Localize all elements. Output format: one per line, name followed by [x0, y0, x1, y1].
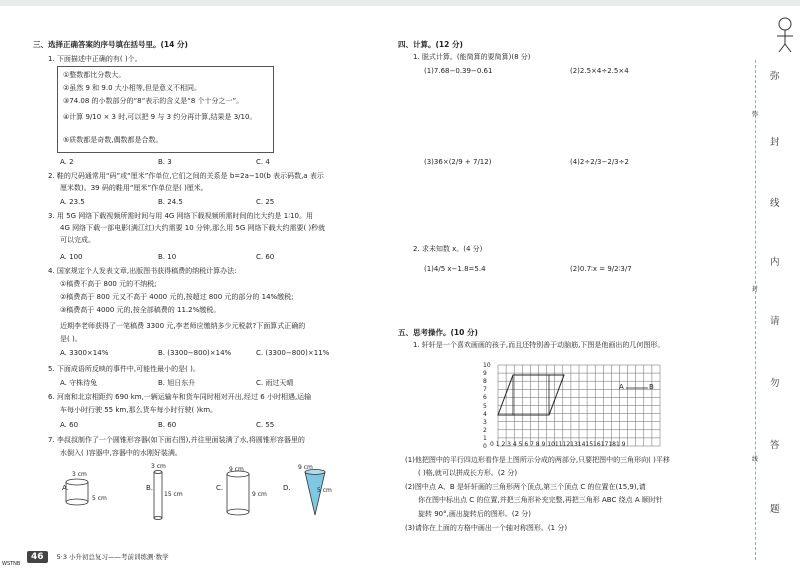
q7-line: 7. 李叔叔制作了一个圆锥形容器(如下面右图),并往里面装满了水,将圆锥形容器里的: [48, 436, 305, 444]
grid-y-label: 4: [483, 410, 487, 418]
sub-question: 你在图中标出点 C 的位置,并把三角形补充完整,再把三角形 ABC 绕点 A 顺时针: [418, 496, 663, 504]
section3-title: 三、选择正确答案的序号填在括号里。(14 分): [33, 40, 188, 49]
section5-title: 五、思考操作。(10 分): [398, 328, 478, 337]
coordinate-grid: [493, 363, 663, 452]
q7-fig-label: C.: [216, 484, 224, 492]
grid-y-label: 8: [483, 378, 487, 386]
sub-question: (2)图中点 A、B 是轩轩画的三角形两个顶点,第三个顶点 C 的位置在(15,9),请: [405, 483, 646, 491]
spine-char: 弥: [770, 71, 780, 82]
q3-line: 3. 用 5G 网络下载视频所需时间与用 4G 网络下载视频所需时间的比大约是 1∶10。用: [48, 212, 313, 220]
q1-stem: 1. 下面描述中正确的有( )个。: [48, 55, 142, 63]
q6-line: 车每小时行驶 55 km,那么货车每小时行驶( )km。: [60, 406, 218, 414]
grid-y-label: 5: [483, 402, 487, 410]
footer: [27, 544, 169, 563]
q3-option: C. 60: [256, 253, 275, 261]
mascot-icon: [763, 14, 799, 54]
spine-small: 线: [752, 456, 759, 463]
dim-label: 5 cm: [317, 487, 332, 494]
calc-item: (2)2.5×4÷2.5×4: [570, 67, 629, 75]
dim-label: 9 cm: [298, 464, 313, 471]
q4-line: ③稿费高于 4000 元的,按全部稿费的 11.2%缴税。: [60, 306, 221, 314]
corner-code: WSTNB: [2, 561, 21, 567]
q1-item: ①整数都比分数大。: [63, 71, 126, 79]
point-b-label: B: [649, 383, 654, 391]
sub-question: 旋转 90°,画出旋转后的图形。(2 分): [418, 510, 531, 518]
calc-item: (3)36×(2/9 + 7/12): [424, 158, 492, 166]
q1-item: ③74.08 的小数部分的“8”表示的含义是“8 个十分之一”。: [63, 97, 244, 105]
equation-item: (1)4/5 x−1.8=5.4: [424, 265, 486, 273]
q3-option: A. 100: [60, 253, 83, 261]
q1-item: ②虽然 9 和 9.0 大小相等,但是意义不相同。: [63, 84, 201, 92]
q6-option: C. 55: [256, 421, 275, 429]
dim-label: 5 cm: [92, 495, 107, 502]
q2-option: A. 23.5: [60, 198, 85, 206]
cut-line: [755, 60, 756, 560]
dim-label: 9 cm: [229, 466, 244, 473]
grid-y-label: 6: [483, 394, 487, 402]
q1-item: ⑤质数都是奇数,偶数都是合数。: [63, 136, 163, 144]
grid-y-label: 0: [483, 443, 487, 450]
point-a-label: A: [619, 383, 624, 391]
q3-line: 4G 网络下载一部电影(满江红)大约需要 10 分钟,那么用 5G 网络下载大约需要( )秒就: [60, 224, 326, 232]
q3-option: B. 10: [158, 253, 177, 261]
grid-x-labels: 0 1 2 3 4 5 6 7 8 9 1011121314151617181 9: [490, 441, 626, 448]
equation-instruction: 2. 求未知数 x。(4 分): [413, 245, 483, 253]
dim-label: 3 cm: [72, 471, 87, 478]
q4-line: 是( )。: [60, 335, 82, 343]
q2-option: B. 24.5: [158, 198, 183, 206]
q5-option: C. 雨过天晴: [256, 379, 294, 387]
q6-option: B. 60: [158, 421, 177, 429]
sub-question: (1)他把图中的平行四边形看作是上图所示分成的两部分,只要把图中的三角形向( )平移: [405, 456, 670, 464]
equation-item: (2)0.7∶x = 9/2∶3/7: [570, 265, 632, 273]
q4-option: C. (3300−800)×11%: [256, 349, 330, 357]
q4-option: B. (3300−800)×14%: [158, 349, 232, 357]
q1-option: B. 3: [158, 158, 172, 166]
q2-line: 2. 鞋的尺码通常用“码”或“厘米”作单位,它们之间的关系是 b=2a−10(b 表示码数,a 表示: [48, 172, 324, 180]
grid-y-label: 9: [483, 370, 487, 378]
calc-item: (1)7.68−0.39−0.61: [424, 67, 493, 75]
spine-char: 内: [770, 257, 780, 268]
q2-option: C. 25: [256, 198, 275, 206]
spine-small: 封: [752, 286, 759, 293]
q4-option: A. 3300×14%: [60, 349, 109, 357]
footer-label: 5·3 小升初总复习——考前训练测·数学: [56, 553, 169, 561]
dim-label: 15 cm: [164, 491, 183, 498]
q4-line: 4. 国家规定个人发表文章,出版图书获得稿费的纳税计算办法:: [48, 267, 237, 275]
spine-char: 线: [770, 198, 780, 209]
grid-y-label: 3: [483, 418, 487, 426]
q2-line: 厘米数)。39 码的鞋用“厘米”作单位是( )厘米。: [60, 184, 208, 192]
q4-line: 近期李老师获得了一笔稿费 3300 元,李老师应缴纳多少元税款?下面算式正确的: [60, 322, 306, 330]
q1-item: ④计算 9/10 × 3 时,可以把 9 与 3 约分再计算,结果是 3/10。: [63, 113, 257, 121]
grid-svg: [493, 363, 663, 448]
spine-small: 弥: [752, 111, 759, 118]
grid-y-label: 7: [483, 386, 487, 394]
q7-fig-label: B.: [146, 484, 154, 492]
top-bar: [0, 0, 800, 6]
grid-y-label: 10: [483, 362, 491, 369]
section4-title: 四、计算。(12 分): [398, 40, 463, 49]
spine-char: 题: [770, 504, 780, 515]
q1-option: C. 4: [256, 158, 270, 166]
q4-line: ②稿费高于 800 元又不高于 4000 元的,按超过 800 元的部分的 14%缴税;: [60, 293, 294, 301]
sub-question: (3)请你在上面的方格中画出一个轴对称图形。(1 分): [405, 524, 568, 532]
sub-question: ( )格,就可以拼成长方形。(2 分): [418, 469, 518, 477]
spine-char: 答: [770, 440, 780, 451]
q1-option: A. 2: [60, 158, 74, 166]
calc-item: (4)2÷2/3−2/3÷2: [570, 158, 629, 166]
q3-line: 可以完成。: [60, 236, 95, 244]
spine-char: 封: [770, 137, 780, 148]
q5-option: A. 守株待兔: [60, 379, 98, 387]
q5-stem: 1. 轩轩是一个喜欢画画的孩子,而且还特别善于动脑筋,下图是他画出的几何图形。: [413, 341, 665, 349]
q7-line: 水倒入( )容器中,容器中的水刚好装满。: [60, 449, 182, 457]
page-number: 46: [27, 551, 48, 563]
q7-fig-label: D.: [283, 484, 291, 492]
grid-y-label: 1: [483, 434, 487, 442]
dim-label: 3 cm: [151, 463, 166, 470]
q6-line: 6. 河南和北京相距约 690 km,一辆运输车和货车同时相对开出,经过 6 小时相遇,运输: [48, 393, 312, 401]
q5-option: B. 旭日东升: [158, 379, 196, 387]
calc-instruction: 1. 脱式计算。(能简算的要简算)(8 分): [413, 53, 531, 61]
q4-line: ①稿费不高于 800 元的不纳税;: [60, 280, 157, 288]
q6-option: A. 60: [60, 421, 79, 429]
spine-char: 勿: [770, 378, 780, 389]
q7-fig-label: A.: [62, 484, 69, 492]
q5-line: 5. 下面成语所反映的事件中,可能性最小的是( )。: [48, 365, 200, 373]
dim-label: 9 cm: [252, 491, 267, 498]
spine-char: 请: [770, 316, 780, 327]
grid-y-label: 2: [483, 426, 487, 434]
